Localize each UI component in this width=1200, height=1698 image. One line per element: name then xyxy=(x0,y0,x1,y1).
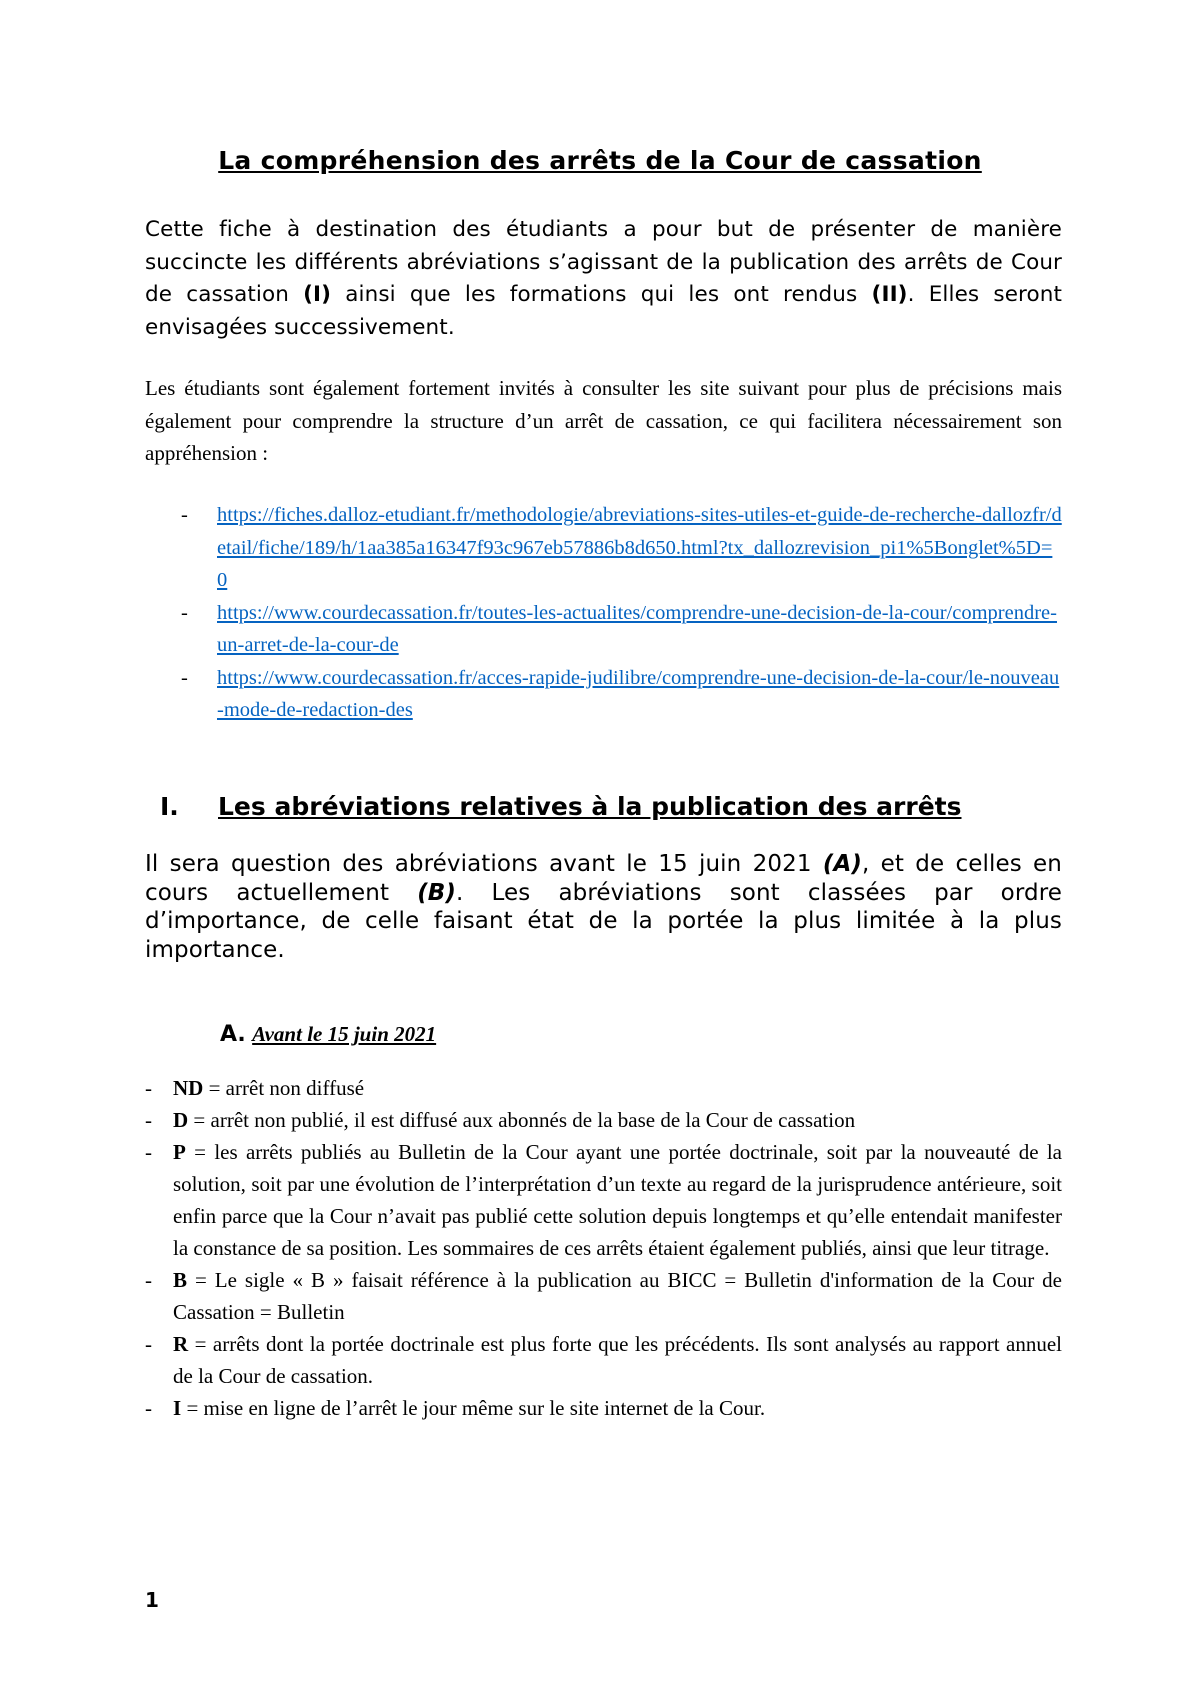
abbr-code: B xyxy=(173,1268,188,1292)
abbr-text: = mise en ligne de l’arrêt le jour même sur le site internet de la Cour. xyxy=(181,1396,766,1420)
link-cour-cassation-1[interactable]: https://www.courdecassation.fr/toutes-les-actualites/comprendre-une-decision-de-la-cour/comprendre-un-arret-de-la-cour-de xyxy=(217,601,1057,656)
subsection-heading-text: Avant le 15 juin 2021 xyxy=(252,1022,437,1046)
intro-ref-1: (I) xyxy=(303,282,332,307)
section-heading-text: Les abréviations relatives à la publication des arrêts xyxy=(218,792,962,821)
list-item xyxy=(145,1136,1062,1264)
section-text-2: , et de celles en cours actuellement xyxy=(145,851,1062,906)
intro-paragraph xyxy=(145,214,1062,344)
abbr-text: = arrêts dont la portée doctrinale est plus forte que les précédents. Ils sont analysés au rapport annuel de la Cour de cassation. xyxy=(173,1332,1062,1388)
dash-bullet: - xyxy=(181,601,188,624)
section-ref-b: (B) xyxy=(417,879,457,906)
abbr-text: = Le sigle « B » faisait référence à la publication au BICC = Bulletin d'information de la Cour de Cassation = Bulletin xyxy=(173,1268,1062,1324)
page-title: La compréhension des arrêts de la Cour de cassation xyxy=(218,146,982,175)
list-item xyxy=(145,662,1062,727)
dash-bullet: - xyxy=(181,504,188,526)
section-text-1: Il sera question des abréviations avant le 15 juin 2021 xyxy=(145,851,823,877)
dash-bullet: - xyxy=(145,1108,152,1132)
abbr-code: D xyxy=(173,1108,189,1132)
abbr-code: P xyxy=(173,1140,186,1164)
list-item xyxy=(145,597,1062,662)
list-item xyxy=(145,499,1062,597)
section-heading xyxy=(160,792,1060,821)
dash-bullet: - xyxy=(145,1332,152,1356)
abbr-text: = les arrêts publiés au Bulletin de la Cour ayant une portée doctrinale, soit par la nouveauté de la solution, soit par une évolution de l’interprétation d’un texte au regard de la jurisprudence antérieure, soit enfin parce que la Cour n’avait pas publié cette solution depuis longtemps et qu’elle entendait manifester la constance de sa position. Les sommaires de ces arrêts étaient également publiés, ainsi que leur titrage. xyxy=(173,1140,1062,1260)
list-item xyxy=(145,1104,1062,1136)
link-cour-cassation-2[interactable]: https://www.courdecassation.fr/acces-rapide-judilibre/comprendre-une-decision-de-la-cour/le-nouveau-mode-de-redaction-des xyxy=(217,666,1060,721)
abbr-code: I xyxy=(173,1396,182,1420)
section-number: I. xyxy=(160,792,179,821)
link-dalloz[interactable]: https://fiches.dalloz-etudiant.fr/methodologie/abreviations-sites-utiles-et-guide-de-recherche-dallozfr/detail/fiche/189/h/1aa385a16347f93c967eb57886b8d650.html?tx_dallozrevision_pi1%5Bonglet%5D=0 xyxy=(217,504,1062,591)
intro-text-1: Cette fiche à destination des étudiants a pour but de présenter de manière succincte les différents abréviations s’agissant de la publication des arrêts de Cour de cassation xyxy=(145,217,1062,307)
abbr-text: = arrêt non diffusé xyxy=(203,1076,365,1100)
section-text-3: . Les abréviations sont classées par ordre d’importance, de celle faisant état de la portée la plus limitée à la plus importance. xyxy=(145,879,1062,963)
list-item xyxy=(145,1328,1062,1392)
subsection-heading xyxy=(220,1022,436,1047)
list-item xyxy=(145,1264,1062,1328)
note-paragraph: Les étudiants sont également fortement invités à consulter les site suivant pour plus de précisions mais également pour comprendre la structure d’un arrêt de cassation, ce qui facilitera nécessairement son appréhension : xyxy=(145,376,1062,465)
abbr-code: ND xyxy=(173,1076,204,1100)
section-paragraph xyxy=(145,850,1062,964)
abbreviation-list xyxy=(145,1072,1062,1424)
dash-bullet: - xyxy=(145,1140,152,1164)
abbr-text: = arrêt non publié, il est diffusé aux abonnés de la base de la Cour de cassation xyxy=(188,1108,856,1132)
intro-text-2: ainsi que les formations qui les ont rendus xyxy=(331,282,872,307)
list-item xyxy=(145,1392,1062,1424)
abbr-code: R xyxy=(173,1332,189,1356)
link-list xyxy=(145,499,1062,727)
intro-text-3: . Elles seront envisagées successivement. xyxy=(145,282,1063,340)
dash-bullet: - xyxy=(145,1396,152,1420)
dash-bullet: - xyxy=(145,1076,152,1100)
subsection-letter: A. xyxy=(220,1022,246,1047)
page-number: 1 xyxy=(145,1588,159,1612)
dash-bullet: - xyxy=(145,1268,152,1292)
list-item xyxy=(145,1072,1062,1104)
dash-bullet: - xyxy=(181,666,188,689)
section-ref-a: (A) xyxy=(822,851,862,877)
intro-ref-2: (II) xyxy=(871,282,908,307)
